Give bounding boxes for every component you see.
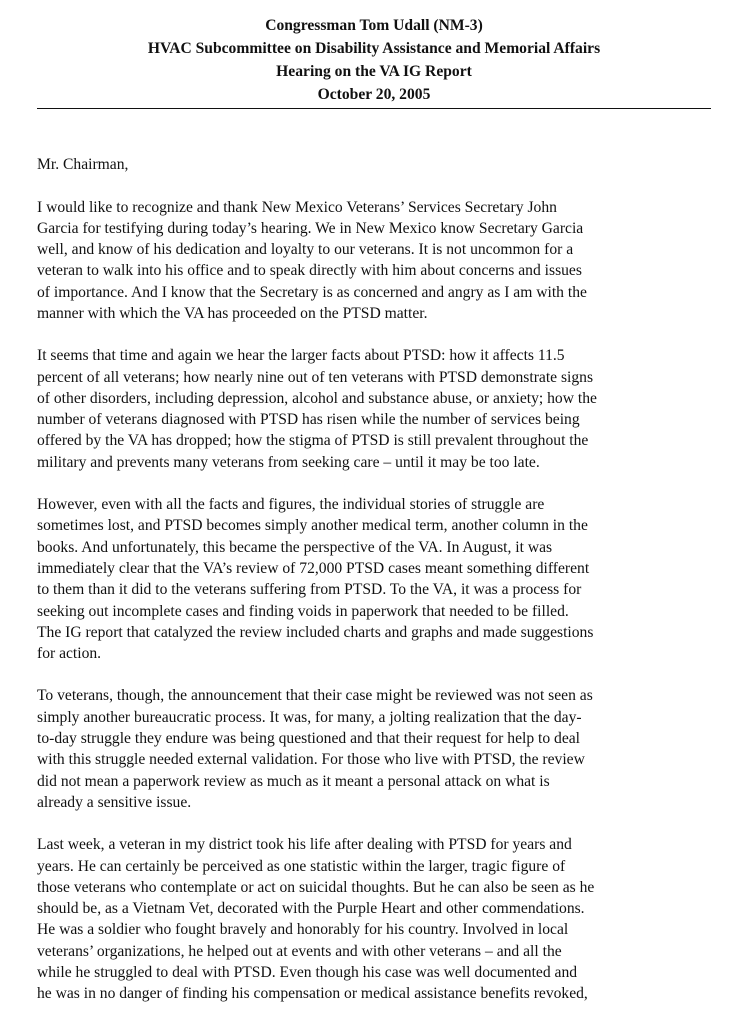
paragraph-line: of other disorders, including depression, alcohol and substance abuse, or anxiety; how the xyxy=(37,389,597,407)
paragraph-line: veterans’ organizations, he helped out at events and with other veterans – and all the xyxy=(37,942,562,960)
paragraph-2 xyxy=(37,345,711,473)
document-page xyxy=(37,14,711,1005)
header-congressman: Congressman Tom Udall (NM-3) xyxy=(265,17,483,34)
paragraph-line: To veterans, though, the announcement that their case might be reviewed was not seen as xyxy=(37,687,593,705)
paragraph-line: well, and know of his dedication and loyalty to our veterans. It is not uncommon for a xyxy=(37,241,574,259)
paragraph-line: books. And unfortunately, this became the perspective of the VA. In August, it was xyxy=(37,538,553,556)
paragraph-line: to them than it did to the veterans suffering from PTSD. To the VA, it was a process for xyxy=(37,581,582,599)
paragraph-line: did not mean a paperwork review as much as it meant a personal attack on what is xyxy=(37,772,550,790)
paragraph-line: military and prevents many veterans from seeking care – until it may be too late. xyxy=(37,453,540,471)
paragraph-3 xyxy=(37,494,711,664)
paragraph-line: However, even with all the facts and figures, the individual stories of struggle are xyxy=(37,496,545,514)
paragraph-line: Garcia for testifying during today’s hearing. We in New Mexico know Secretary Garcia xyxy=(37,219,584,237)
paragraph-line: of importance. And I know that the Secretary is as concerned and angry as I am with the xyxy=(37,283,587,301)
paragraph-line: number of veterans diagnosed with PTSD has risen while the number of services being xyxy=(37,411,580,429)
paragraph-line: It seems that time and again we hear the larger facts about PTSD: how it affects 11.5 xyxy=(37,347,565,365)
paragraph-line: simply another bureaucratic process. It was, for many, a jolting realization that the day- xyxy=(37,708,582,726)
header-subcommittee: HVAC Subcommittee on Disability Assistance and Memorial Affairs xyxy=(147,40,601,57)
paragraph-line: He was a soldier who fought bravely and honorably for his country. Involved in local xyxy=(37,921,569,939)
paragraph-4 xyxy=(37,685,711,813)
header-hearing: Hearing on the VA IG Report xyxy=(276,63,472,80)
paragraph-line: percent of all veterans; how nearly nine out of ten veterans with PTSD demonstrate signs xyxy=(37,368,594,386)
paragraph-line: those veterans who contemplate or act on suicidal thoughts. But he can also be seen as he xyxy=(37,878,595,896)
paragraph-line: sometimes lost, and PTSD becomes simply another medical term, another column in the xyxy=(37,517,588,535)
paragraph-line: to-day struggle they endure was being questioned and that their request for help to deal xyxy=(37,730,581,748)
paragraph-line: already a sensitive issue. xyxy=(37,793,192,811)
document-header xyxy=(37,14,711,106)
paragraph-line: Last week, a veteran in my district took his life after dealing with PTSD for years and xyxy=(37,836,572,854)
paragraph-line: manner with which the VA has proceeded on the PTSD matter. xyxy=(37,304,428,322)
paragraph-line: should be, as a Vietnam Vet, decorated with the Purple Heart and other commendations. xyxy=(37,900,585,918)
paragraph-line: while he struggled to deal with PTSD. Even though his case was well documented and xyxy=(37,964,578,981)
paragraph-line: offered by the VA has dropped; how the stigma of PTSD is still prevalent throughout the xyxy=(37,432,589,450)
header-date: October 20, 2005 xyxy=(317,86,431,103)
paragraph-line: The IG report that catalyzed the review included charts and graphs and made suggestions xyxy=(37,623,594,641)
paragraph-5 xyxy=(37,834,711,1004)
salutation: Mr. Chairman, xyxy=(37,156,129,173)
header-divider xyxy=(37,108,711,109)
paragraph-1 xyxy=(37,197,711,325)
document-body xyxy=(37,197,711,1005)
paragraph-line: he was in no danger of finding his compensation or medical assistance benefits revoked, xyxy=(37,985,588,1003)
paragraph-line: I would like to recognize and thank New Mexico Veterans’ Services Secretary John xyxy=(37,198,557,216)
paragraph-line: veteran to walk into his office and to speak directly with him about concerns and issues xyxy=(37,262,582,280)
paragraph-line: seeking out incomplete cases and finding voids in paperwork that needed to be filled. xyxy=(37,602,569,620)
paragraph-line: immediately clear that the VA’s review of 72,000 PTSD cases meant something different xyxy=(37,559,590,577)
paragraph-line: years. He can certainly be perceived as one statistic within the larger, tragic figure of xyxy=(37,857,566,875)
paragraph-line: with this struggle needed external validation. For those who live with PTSD, the review xyxy=(37,751,585,769)
paragraph-line: for action. xyxy=(37,645,102,663)
